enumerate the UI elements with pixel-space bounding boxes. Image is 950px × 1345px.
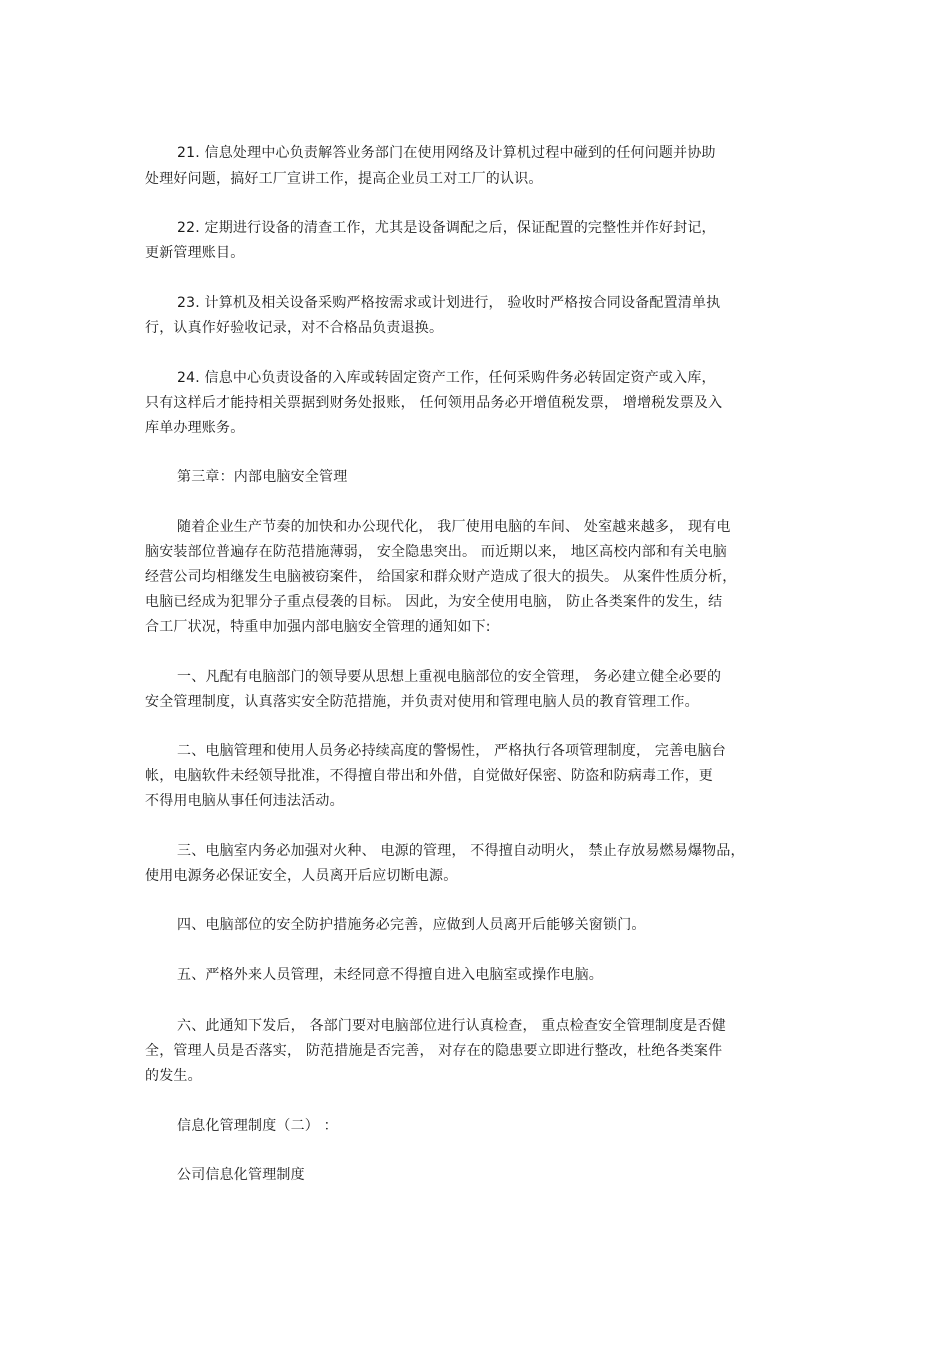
- item-2-line-2: 帐，电脑软件未经领导批准，不得擅自带出和外借，自觉做好保密、防盗和防病毒工作，更: [145, 768, 713, 784]
- item-1-line-2: 安全管理制度，认真落实安全防范措施，并负责对使用和管理电脑人员的教育管理工作。: [145, 694, 699, 710]
- item-4-line-1: 四、电脑部位的安全防护措施务必完善，应做到人员离开后能够关窗锁门。: [177, 917, 646, 933]
- subsection-title: 公司信息化管理制度: [177, 1167, 305, 1183]
- intro-paragraph-line-3: 经营公司均相继发生电脑被窃案件， 给国家和群众财产造成了很大的损失。 从案件性质分析，: [145, 569, 737, 585]
- intro-paragraph-line-1: 随着企业生产节奏的加快和办公现代化， 我厂使用电脑的车间、 处室越来越多， 现有电: [177, 519, 731, 535]
- item-3-line-2: 使用电源务必保证安全，人员离开后应切断电源。: [145, 868, 458, 884]
- intro-paragraph-line-2: 脑安装部位普遍存在防范措施薄弱， 安全隐患突出。 而近期以来， 地区高校内部和有关电脑: [145, 544, 727, 560]
- section-title: 信息化管理制度（二） ：: [177, 1118, 338, 1134]
- paragraph-24-line-2: 只有这样后才能持相关票据到财务处报账， 任何领用品务必开增值税发票， 增增税发票及入: [145, 395, 723, 411]
- chapter-heading: 第三章：内部电脑安全管理: [177, 469, 348, 485]
- item-5-line-1: 五、严格外来人员管理，未经同意不得擅自进入电脑室或操作电脑。: [177, 967, 603, 983]
- paragraph-23-line-1: 23. 计算机及相关设备采购严格按需求或计划进行， 验收时严格按合同设备配置清单执: [177, 295, 721, 311]
- item-3-line-1: 三、电脑室内务必加强对火种、 电源的管理， 不得擅自动明火， 禁止存放易燃易爆物品，: [177, 843, 745, 859]
- paragraph-24-line-1: 24. 信息中心负责设备的入库或转固定资产工作，任何采购件务必转固定资产或入库，: [177, 370, 716, 386]
- paragraph-21-line-1: 21. 信息处理中心负责解答业务部门在使用网络及计算机过程中碰到的任何问题并协助: [177, 145, 716, 161]
- intro-paragraph-line-4: 电脑已经成为犯罪分子重点侵袭的目标。 因此，为安全使用电脑， 防止各类案件的发生，结: [145, 594, 723, 610]
- paragraph-22-line-2: 更新管理账目。: [145, 245, 245, 261]
- item-1-line-1: 一、凡配有电脑部门的领导要从思想上重视电脑部位的安全管理， 务必建立健全必要的: [177, 669, 722, 685]
- item-6-line-1: 六、此通知下发后， 各部门要对电脑部位进行认真检查， 重点检查安全管理制度是否健: [177, 1018, 726, 1034]
- paragraph-22-line-1: 22. 定期进行设备的清查工作，尤其是设备调配之后，保证配置的完整性并作好封记，: [177, 220, 716, 236]
- item-2-line-1: 二、电脑管理和使用人员务必持续高度的警惕性， 严格执行各项管理制度， 完善电脑台: [177, 743, 726, 759]
- paragraph-24-line-3: 库单办理账务。: [145, 420, 245, 436]
- paragraph-23-line-2: 行，认真作好验收记录，对不合格品负责退换。: [145, 320, 444, 336]
- paragraph-21-line-2: 处理好问题，搞好工厂宣讲工作，提高企业员工对工厂的认识。: [145, 171, 543, 187]
- intro-paragraph-line-5: 合工厂状况，特重申加强内部电脑安全管理的通知如下:: [145, 619, 491, 635]
- item-6-line-3: 的发生。: [145, 1068, 202, 1084]
- item-2-line-3: 不得用电脑从事任何违法活动。: [145, 793, 344, 809]
- item-6-line-2: 全，管理人员是否落实， 防范措施是否完善， 对存在的隐患要立即进行整改，杜绝各类案件: [145, 1043, 723, 1059]
